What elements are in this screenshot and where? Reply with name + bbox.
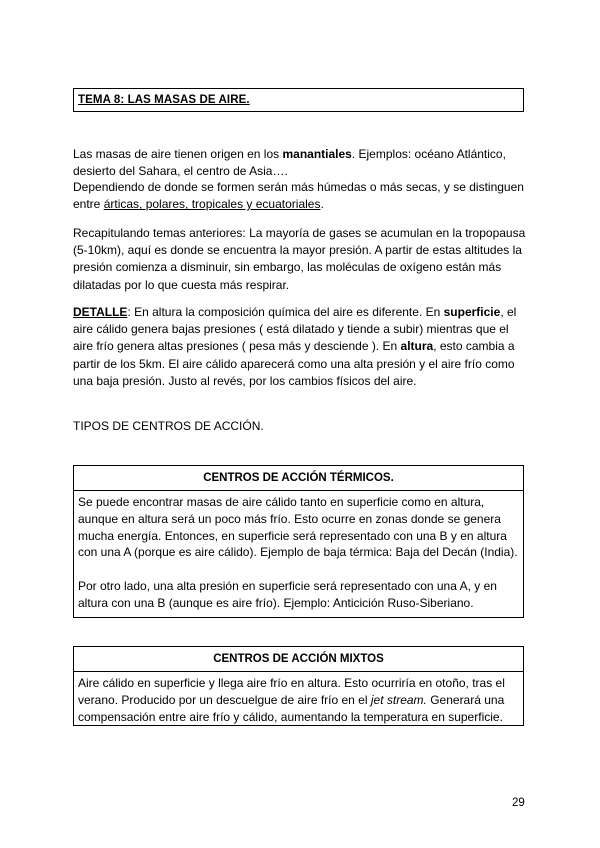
- intro-paragraph-2: Dependiendo de donde se formen serán más húmedas o más secas, y se distinguen entre árticas, polares, tropicales y ecuatoriales.: [73, 180, 524, 212]
- termicos-body: [74, 491, 523, 612]
- mixtos-box: [73, 646, 524, 726]
- term-superficie: superficie: [443, 305, 501, 319]
- page-title: TEMA 8: LAS MASAS DE AIRE.: [78, 94, 250, 106]
- mixtos-heading: CENTROS DE ACCIÓN MIXTOS: [74, 647, 523, 672]
- detail-label: DETALLE: [73, 305, 128, 319]
- mixtos-paragraph: Aire cálido en superficie y llega aire frío en altura. Esto ocurriría en otoño, tras el verano. Producido por un descuelgue de aire frío en el jet stream. Generará una compensación entre aire frío y cálido, aumentando la temperatura en superficie.: [78, 676, 505, 724]
- mixtos-body: [74, 672, 523, 725]
- termicos-box: [73, 465, 524, 618]
- termicos-heading: CENTROS DE ACCIÓN TÉRMICOS.: [74, 466, 523, 491]
- page-number: 29: [512, 797, 525, 809]
- section-heading: TIPOS DE CENTROS DE ACCIÓN.: [73, 419, 264, 433]
- recap-paragraph: Recapitulando temas anteriores: La mayoría de gases se acumulan en la tropopausa (5-10km), aquí es donde se encuentra la mayor presión. A partir de estas altitudes la presión comienza a disminuir, sin embargo, las moléculas de oxígeno están más dilatadas por lo que cuesta más respirar.: [73, 226, 526, 292]
- termicos-paragraph-2: Por otro lado, una alta presión en superficie será representado con una A, y en altura con una B (aunque es aire frío). Ejemplo: Anticición Ruso-Siberiano.: [78, 579, 497, 610]
- title-box: [73, 88, 524, 112]
- term-manantiales: manantiales: [282, 147, 352, 161]
- term-altura: altura: [400, 339, 434, 354]
- term-jet-stream: jet stream.: [370, 692, 427, 707]
- termicos-paragraph-1: Se puede encontrar masas de aire cálido tanto en superficie como en altura, aunque en altura será un poco más frío. Esto ocurre en zonas donde se genera mucha energía. Entonces, en superficie será representado con una B y en altura con una A (porque es aire cálido). Ejemplo de baja térmica: Baja del Decán (India).: [78, 495, 518, 560]
- intro-paragraph-1: Las masas de aire tienen origen en los manantiales. Ejemplos: océano Atlántico, desierto del Sahara, el centro de Asia….: [73, 147, 506, 179]
- air-mass-types: árticas, polares, tropicales y ecuatoriales: [103, 197, 321, 212]
- detail-paragraph: DETALLE: En altura la composición química del aire es diferente. En superficie, el aire cálido genera bajas presiones ( está dilatado y tiende a subir) mientras que el aire frío genera altas presiones ( pesa más y desciende ). En altura, esto cambia a partir de los 5km. El aire cálido aparecerá como una alta presión y el aire frío como una baja presión. Justo al revés, por los cambios físicos del aire.: [73, 305, 517, 388]
